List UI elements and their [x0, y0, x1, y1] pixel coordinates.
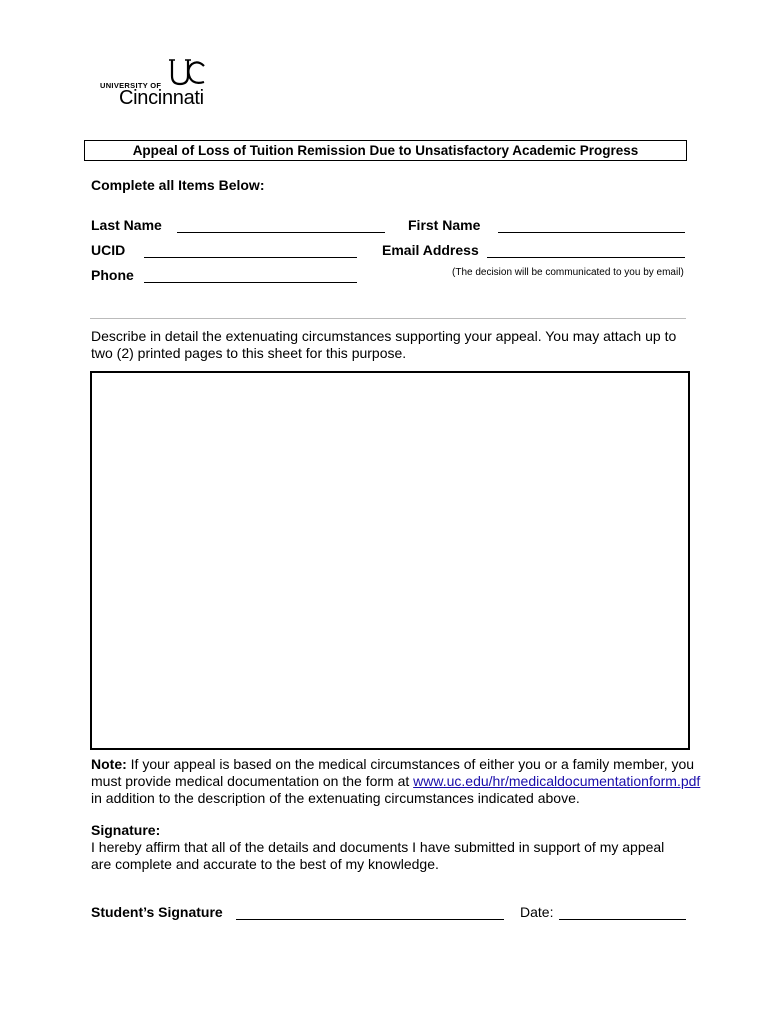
- note-text-1: If your appeal is based on the medical circumstances of either you or a family member, you must provide medical documentation on the form at: [91, 756, 695, 789]
- note-label: Note:: [91, 756, 127, 772]
- uc-monogram-icon: [164, 58, 208, 88]
- email-label: Email Address: [382, 242, 479, 258]
- affirmation-text: I hereby affirm that all of the details and documents I have submitted in support of my appeal are complete and accurate to the best of my knowledge.: [91, 839, 665, 872]
- ucid-field[interactable]: [144, 257, 357, 258]
- uc-logo: [100, 58, 215, 110]
- email-field[interactable]: [487, 257, 685, 258]
- phone-label: Phone: [91, 267, 134, 283]
- date-field[interactable]: [559, 919, 686, 920]
- signature-heading: Signature:: [91, 822, 161, 838]
- circumstances-textarea[interactable]: [90, 371, 690, 750]
- student-signature-field[interactable]: [236, 919, 504, 920]
- last-name-field[interactable]: [177, 232, 385, 233]
- medical-note: [91, 756, 701, 807]
- student-signature-label: Student’s Signature: [91, 904, 223, 920]
- form-title: Appeal of Loss of Tuition Remission Due to Unsatisfactory Academic Progress: [84, 140, 687, 161]
- ucid-label: UCID: [91, 242, 126, 258]
- describe-instructions: Describe in detail the extenuating circumstances supporting your appeal. You may attach up to two (2) printed pages to this sheet for this purpose.: [91, 328, 677, 361]
- instruction-heading: Complete all Items Below:: [91, 177, 265, 193]
- date-label: Date:: [520, 904, 554, 920]
- section-divider: [90, 318, 686, 319]
- logo-university-of: UNIVERSITY OF: [100, 81, 162, 90]
- email-note: (The decision will be communicated to you by email): [452, 267, 684, 278]
- medical-form-link[interactable]: www.uc.edu/hr/medicaldocumentationform.pdf: [413, 773, 701, 789]
- last-name-label: Last Name: [91, 217, 162, 233]
- first-name-field[interactable]: [498, 232, 685, 233]
- logo-cincinnati: Cincinnati: [119, 87, 204, 109]
- first-name-label: First Name: [408, 217, 481, 233]
- phone-field[interactable]: [144, 282, 357, 283]
- note-text-2: in addition to the description of the extenuating circumstances indicated above.: [91, 790, 580, 806]
